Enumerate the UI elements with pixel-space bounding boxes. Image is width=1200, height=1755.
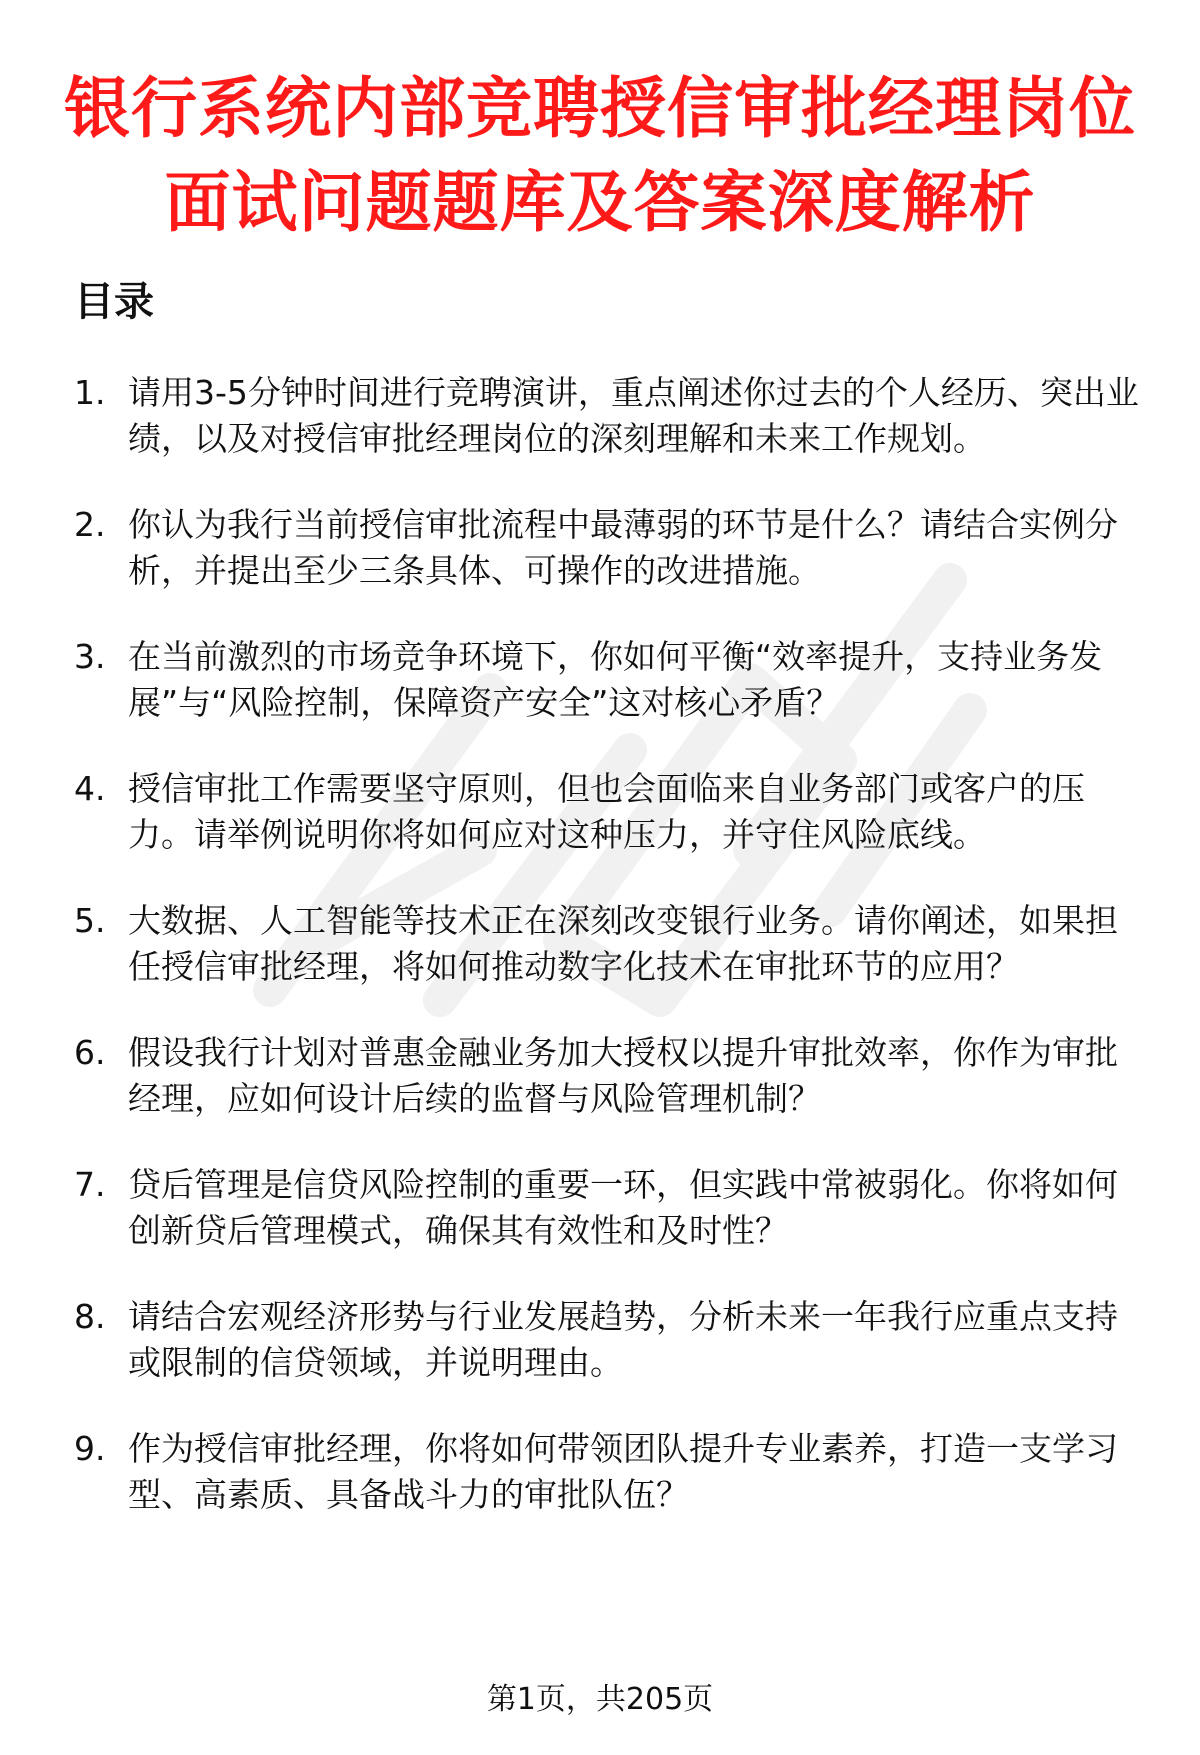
toc-item-number: 8. [74,1297,106,1336]
toc-list [74,370,1144,1558]
toc-item-number: 4. [74,769,106,808]
toc-item-number: 7. [74,1165,106,1204]
toc-item-number: 6. [74,1033,106,1072]
toc-item-text: 授信审批工作需要坚守原则，但也会面临来自业务部门或客户的压力。请举例说明你将如何应对这种压力，并守住风险底线。 [128,769,1085,854]
toc-item-text: 请用3-5分钟时间进行竞聘演讲，重点阐述你过去的个人经历、突出业绩，以及对授信审批经理岗位的深刻理解和未来工作规划。 [128,373,1139,458]
toc-item-text: 请结合宏观经济形势与行业发展趋势，分析未来一年我行应重点支持或限制的信贷领域，并说明理由。 [128,1297,1118,1382]
toc-item-number: 1. [74,373,106,412]
toc-item[interactable] [74,1426,1144,1518]
toc-item[interactable] [74,1294,1144,1386]
toc-item-text: 作为授信审批经理，你将如何带领团队提升专业素养，打造一支学习型、高素质、具备战斗力的审批队伍？ [128,1429,1118,1514]
toc-item-text: 贷后管理是信贷风险控制的重要一环，但实践中常被弱化。你将如何创新贷后管理模式，确保其有效性和及时性？ [128,1165,1118,1250]
toc-item[interactable] [74,898,1144,990]
toc-item[interactable] [74,1162,1144,1254]
toc-item-number: 9. [74,1429,106,1468]
toc-item-text: 在当前激烈的市场竞争环境下，你如何平衡“效率提升，支持业务发展”与“风险控制，保障资产安全”这对核心矛盾？ [128,637,1103,722]
toc-item-text: 大数据、人工智能等技术正在深刻改变银行业务。请你阐述，如果担任授信审批经理，将如何推动数字化技术在审批环节的应用？ [128,901,1118,986]
document-title: 银行系统内部竞聘授信审批经理岗位面试问题题库及答案深度解析 [64,70,1136,241]
toc-item-number: 2. [74,505,106,544]
toc-item-number: 5. [74,901,106,940]
toc-item-text: 假设我行计划对普惠金融业务加大授权以提升审批效率，你作为审批经理，应如何设计后续的监督与风险管理机制？ [128,1033,1118,1118]
toc-item[interactable] [74,766,1144,858]
page-number-footer: 第1页，共205页 [486,1682,714,1717]
toc-item[interactable] [74,502,1144,594]
toc-heading: 目录 [74,279,154,325]
toc-item[interactable] [74,634,1144,726]
toc-item[interactable] [74,1030,1144,1122]
toc-item-number: 3. [74,637,106,676]
toc-item[interactable] [74,370,1144,462]
toc-item-text: 你认为我行当前授信审批流程中最薄弱的环节是什么？请结合实例分析，并提出至少三条具体、可操作的改进措施。 [128,505,1118,590]
